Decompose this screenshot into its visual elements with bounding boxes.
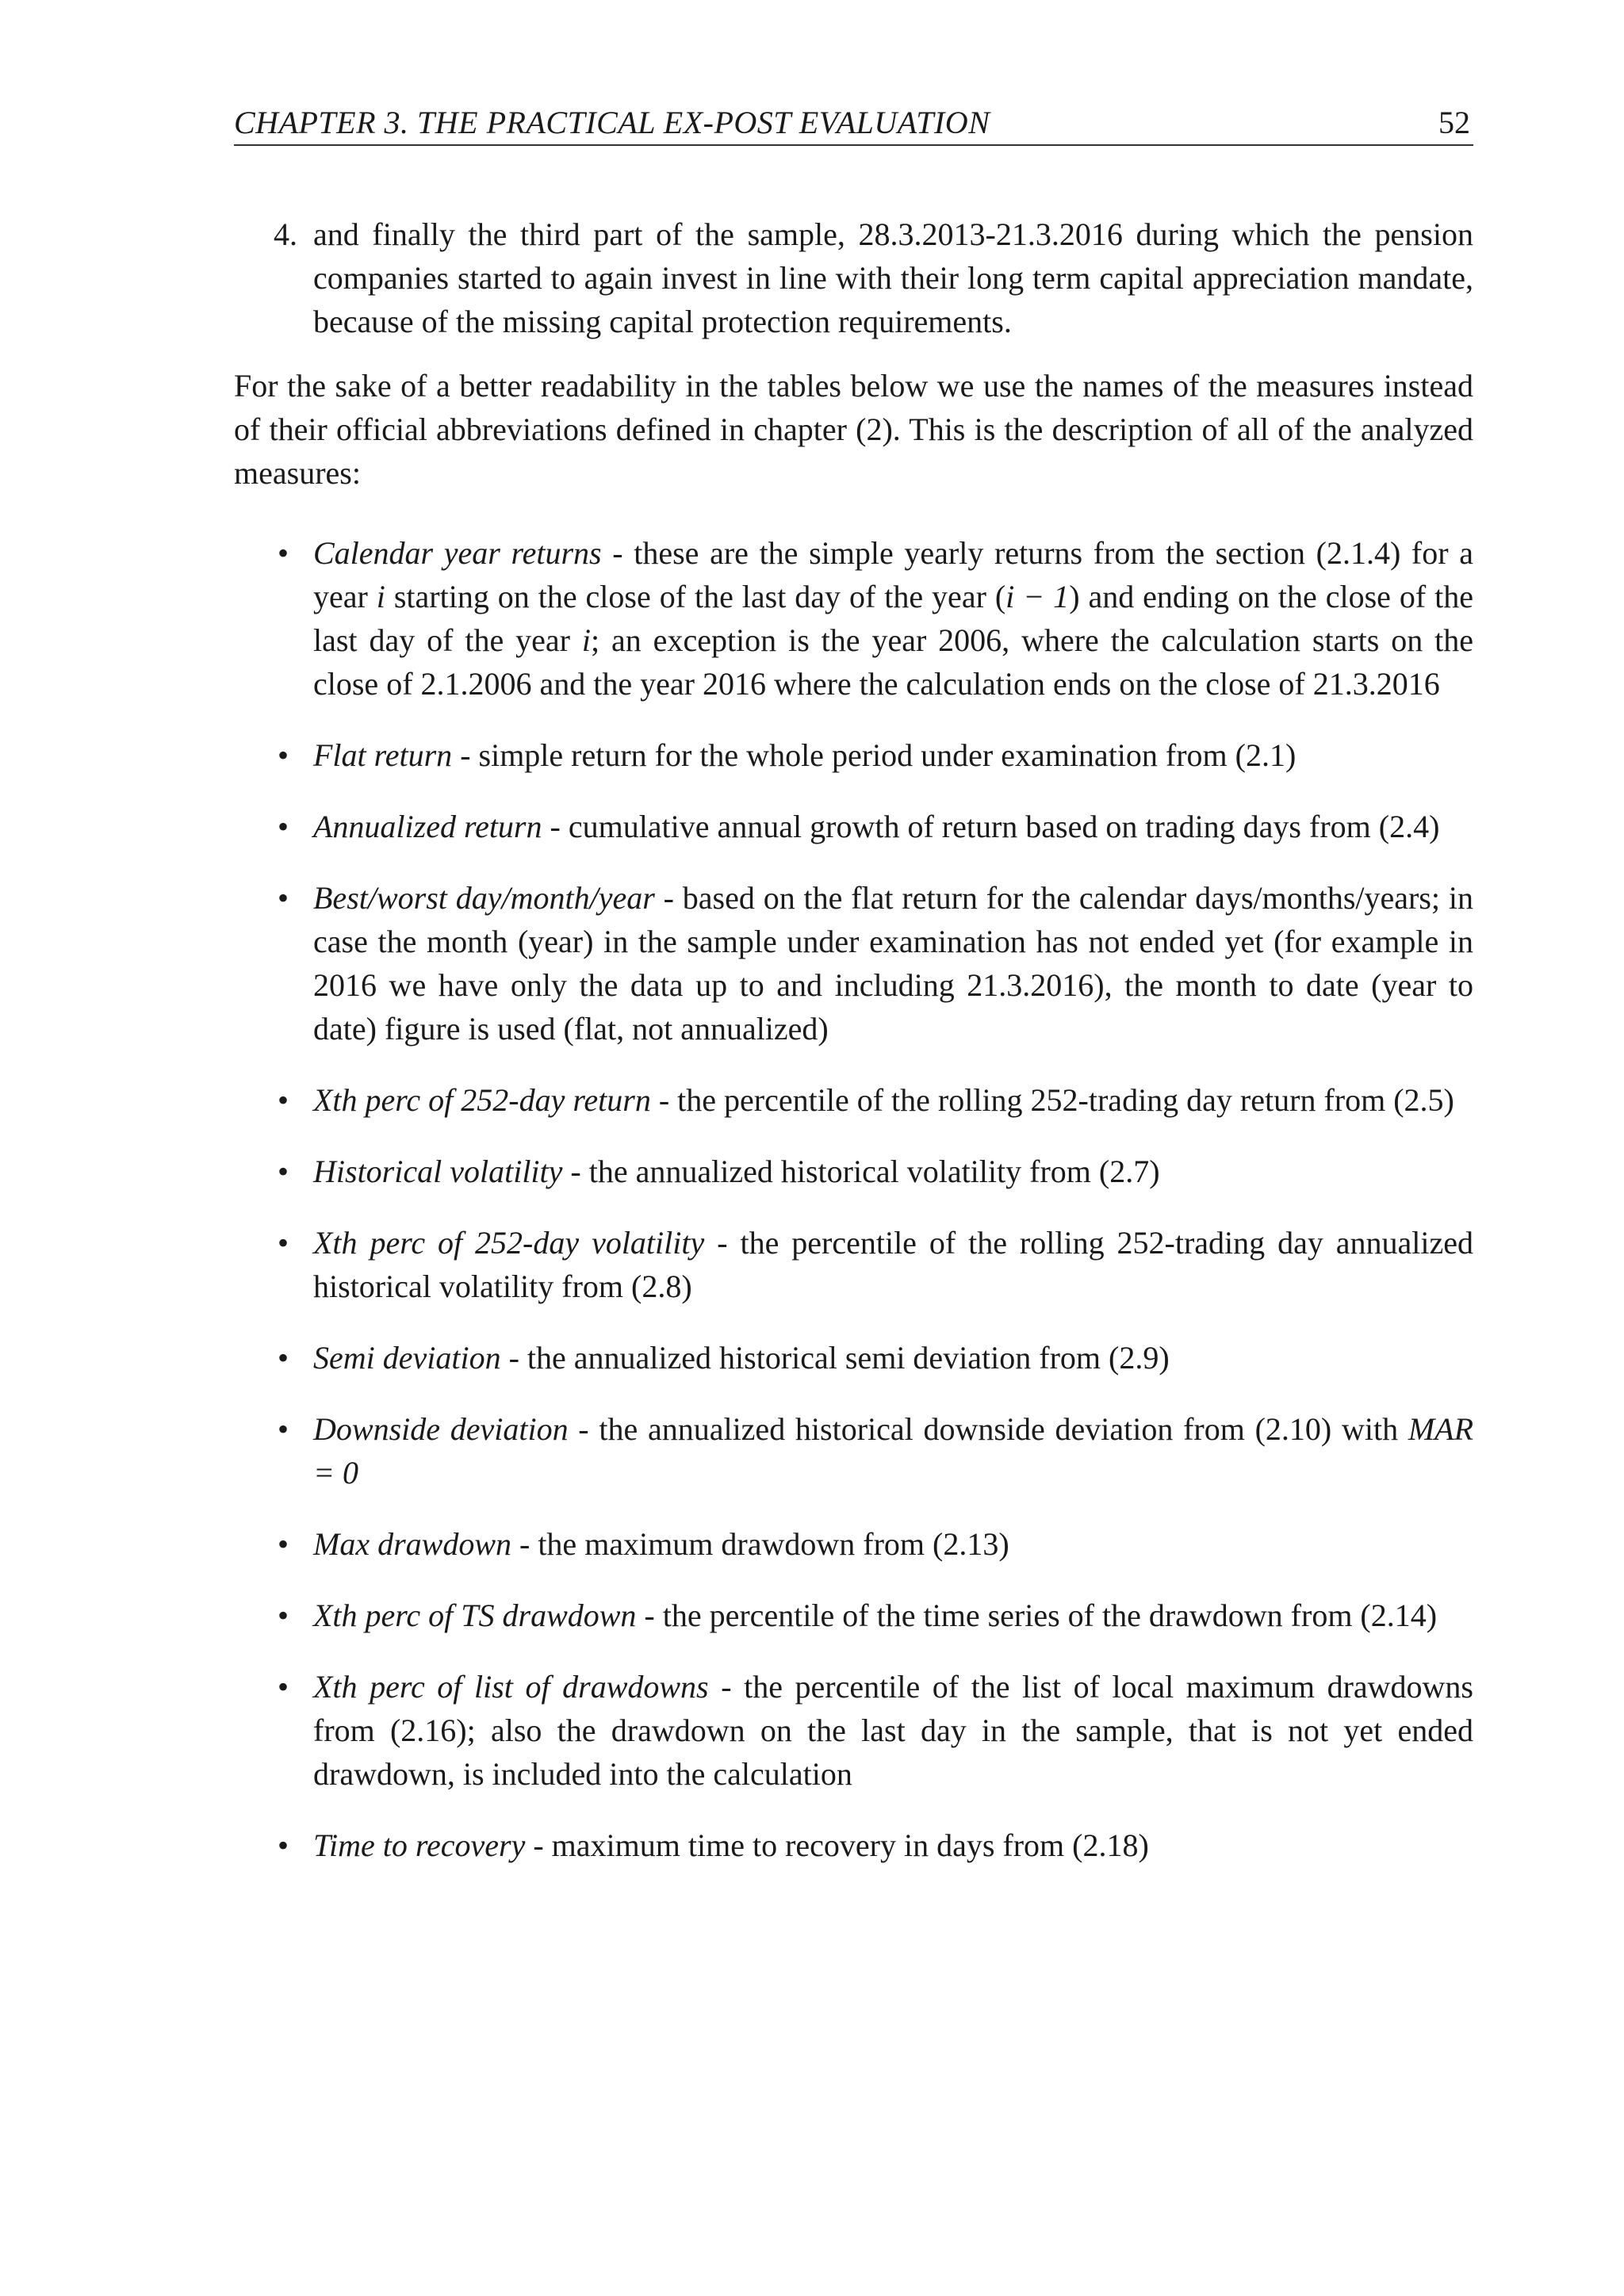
measure-description: - the percentile of the list of local maximum drawdowns from (2.16); also the drawdown on the last day in the sample, that is not yet ended drawdown, is included into the calculation [313,1669,1474,1792]
measure-description: starting on the close of the last day of the year ( [385,579,1006,614]
measure-term: Xth perc of list of drawdowns [313,1669,709,1705]
measure-term: Historical volatility [313,1154,563,1189]
measure-term: Calendar year returns [313,535,602,571]
measure-historical-volatility [234,1150,1473,1193]
measure-perc-252-day-volatility [234,1221,1473,1308]
measure-downside-deviation [234,1407,1473,1494]
measure-term: Time to recovery [313,1827,526,1863]
enumerated-item-text: and finally the third part of the sample, 28.3.2013-21.3.2016 during which the pension companies started to again invest in line with their long term capital appreciation mandate, because of the missing capital protection requirements. [313,216,1473,339]
measure-description: - the percentile of the time series of the drawdown from (2.14) [636,1598,1438,1633]
measure-term: Annualized return [313,809,542,844]
measure-term: Downside deviation [313,1411,569,1447]
measure-perc-252-day-return [234,1078,1473,1122]
measure-description: - the maximum drawdown from (2.13) [511,1526,1009,1562]
measure-description: - cumulative annual growth of return based on trading days from (2.4) [542,809,1440,844]
measure-perc-ts-drawdown [234,1594,1473,1637]
math-expression: MAR = 0 [313,1411,1473,1490]
measure-description: - maximum time to recovery in days from (2.18) [525,1827,1149,1863]
measure-flat-return [234,733,1473,777]
measure-max-drawdown [234,1522,1473,1566]
page-number: 52 [1438,105,1470,140]
measure-perc-list-of-drawdowns [234,1665,1473,1796]
measure-description: ) and ending on the close of the last day of the year [313,579,1474,658]
math-variable: i [376,579,385,614]
measure-term: Max drawdown [313,1526,511,1562]
measure-description: - based on the flat return for the calendar days/months/years; in case the month (year) in the sample under examination has not ended yet (for example in 2016 we have only the data up to and including 21.3.2016), the month to date (year to date) figure is used (flat, not annualized) [313,880,1473,1047]
measure-description: - the annualized historical semi deviation from (2.9) [500,1340,1170,1376]
measure-semi-deviation [234,1336,1473,1380]
measure-annualized-return [234,805,1473,848]
measures-list [234,531,1473,1867]
enumerated-item-number: 4. [274,216,297,252]
measure-description: - these are the simple yearly returns from the section (2.1.4) for a year [313,535,1473,614]
measure-description: ; an exception is the year 2006, where the calculation starts on the close of 2.1.2006 and the year 2016 where the calculation ends on the close of 21.3.2016 [313,622,1473,702]
measure-term: Semi deviation [313,1340,501,1376]
page-body [234,212,1473,1895]
measure-calendar-year-returns [234,531,1473,706]
math-expression: i − 1 [1005,579,1070,614]
measure-description: - the annualized historical downside deviation from (2.10) with [568,1411,1408,1447]
chapter-title: CHAPTER 3. THE PRACTICAL EX-POST EVALUATION [234,105,990,140]
measure-best-worst [234,876,1473,1050]
measure-description: - the annualized historical volatility from (2.7) [562,1154,1160,1189]
measure-term: Xth perc of TS drawdown [313,1598,637,1633]
measure-term: Xth perc of 252-day volatility [313,1225,705,1261]
measure-term: Xth perc of 252-day return [313,1082,651,1118]
measure-term: Best/worst day/month/year [313,880,655,916]
intro-paragraph: For the sake of a better readability in the tables below we use the names of the measures instead of their official abbreviations defined in chapter (2). This is the description of all of the analyzed measures: [234,368,1473,491]
math-variable: i [581,622,591,658]
enumerated-item-4 [234,212,1473,343]
running-header [234,101,1473,146]
measure-description: - the percentile of the rolling 252-trading day annualized historical volatility from (2.8) [313,1225,1474,1304]
measure-time-to-recovery [234,1823,1473,1867]
measure-description: - simple return for the whole period under examination from (2.1) [452,737,1297,773]
measure-description: - the percentile of the rolling 252-trading day return from (2.5) [650,1082,1454,1118]
measure-term: Flat return [313,737,453,773]
